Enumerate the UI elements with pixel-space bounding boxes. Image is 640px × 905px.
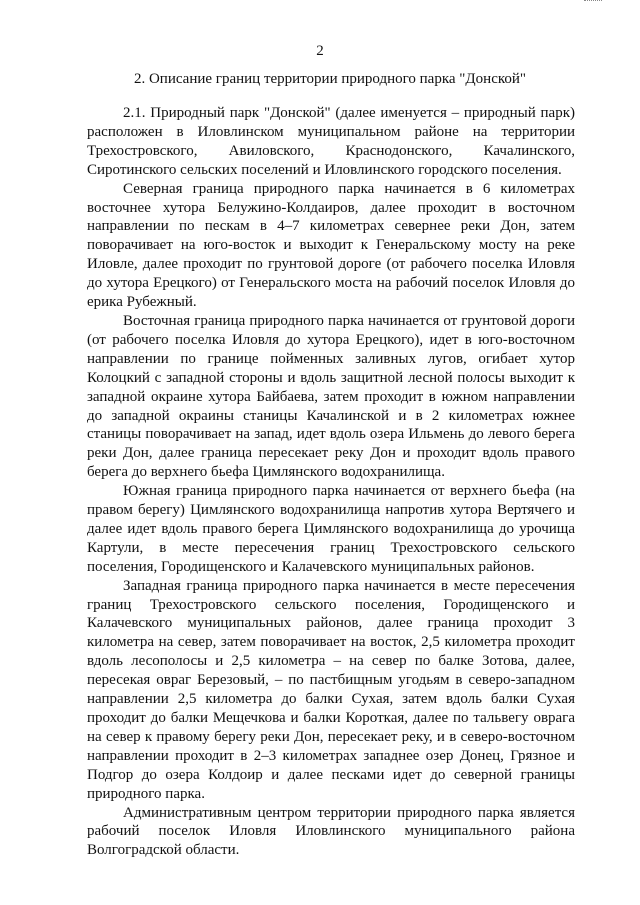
section-body [87, 104, 575, 860]
page-number: 2 [316, 43, 324, 59]
scan-corner-mark [584, 0, 602, 3]
paragraph-administrative-center: Административным центром территории природного парка является рабочий поселок Иловля Иловлинского муниципального района Волгоградской области. [87, 804, 575, 859]
paragraph-eastern-border: Восточная граница природного парка начинается от грунтовой дороги (от рабочего поселка Иловля до хутора Ерецкого), идет в юго-восточном направлении по границе пойменных заливных лугов, огибает хутор Колоцкий с западной стороны и вдоль защитной лесной полосы выходит к западной окраине хутора Байбаева, затем проходит в южном направлении до западной окраины станицы Качалинской и в 2 километрах южнее станицы поворачивает на запад, идет вдоль озера Ильмень до левого берега реки Дон, далее граница пересекает реку Дон и проходит вдоль правого берега до верхнего бьефа Цимлянского водохранилища. [87, 312, 575, 481]
section-heading: 2. Описание границ территории природного парка "Донской" [133, 71, 527, 87]
paragraph-northern-border: Северная граница природного парка начинается в 6 километрах восточнее хутора Белужино-Колдаиров, далее проходит в восточном направлении по пескам в 4–7 километрах севернее реки Дон, затем поворачивает на юго-восток и выходит к Генеральскому мосту на реке Иловле, далее проходит по грунтовой дороге (от рабочего поселка Иловля до хутора Ерецкого) от Генеральского моста на рабочий поселок Иловля до ерика Рубежный. [87, 180, 575, 311]
paragraph-location: 2.1. Природный парк "Донской" (далее именуется – природный парк) расположен в Иловлинском муниципальном районе на территории Трехостровского, Авиловского, Краснодонского, Качалинского, Сиротинского сельских поселений и Иловлинского городского поселения. [87, 105, 575, 178]
paragraph-western-border: Западная граница природного парка начинается в месте пересечения границ Трехостровского сельского поселения, Городищенского и Калачевского муниципальных районов, далее граница проходит 3 километра на север, затем поворачивает на восток, 2,5 километра проходит вдоль лесополосы и 2,5 километра – на север по балке Зотова, далее, пересекая овраг Березовый, – по пастбищным угодьям в северо-западном направлении 2,5 километра до балки Сухая, затем вдоль балки Сухая проходит до балки Мещечкова и балки Короткая, далее по тальвегу оврага на север к правому берегу реки Дон, пересекает реку, и в северо-восточном направлении проходит в 2–3 километрах западнее озер Донец, Грязное и Подгор до озера Колдоир и далее песками идет до северной границы природного парка. [87, 577, 575, 802]
paragraph-southern-border: Южная граница природного парка начинается от верхнего бьефа (на правом берегу) Цимлянского водохранилища напротив хутора Вертячего и далее идет вдоль правого берега Цимлянского водохранилища до урочища Картули, в месте пересечения границ Трехостровского сельского поселения, Городищенского и Калачевского муниципальных районов. [87, 483, 575, 575]
